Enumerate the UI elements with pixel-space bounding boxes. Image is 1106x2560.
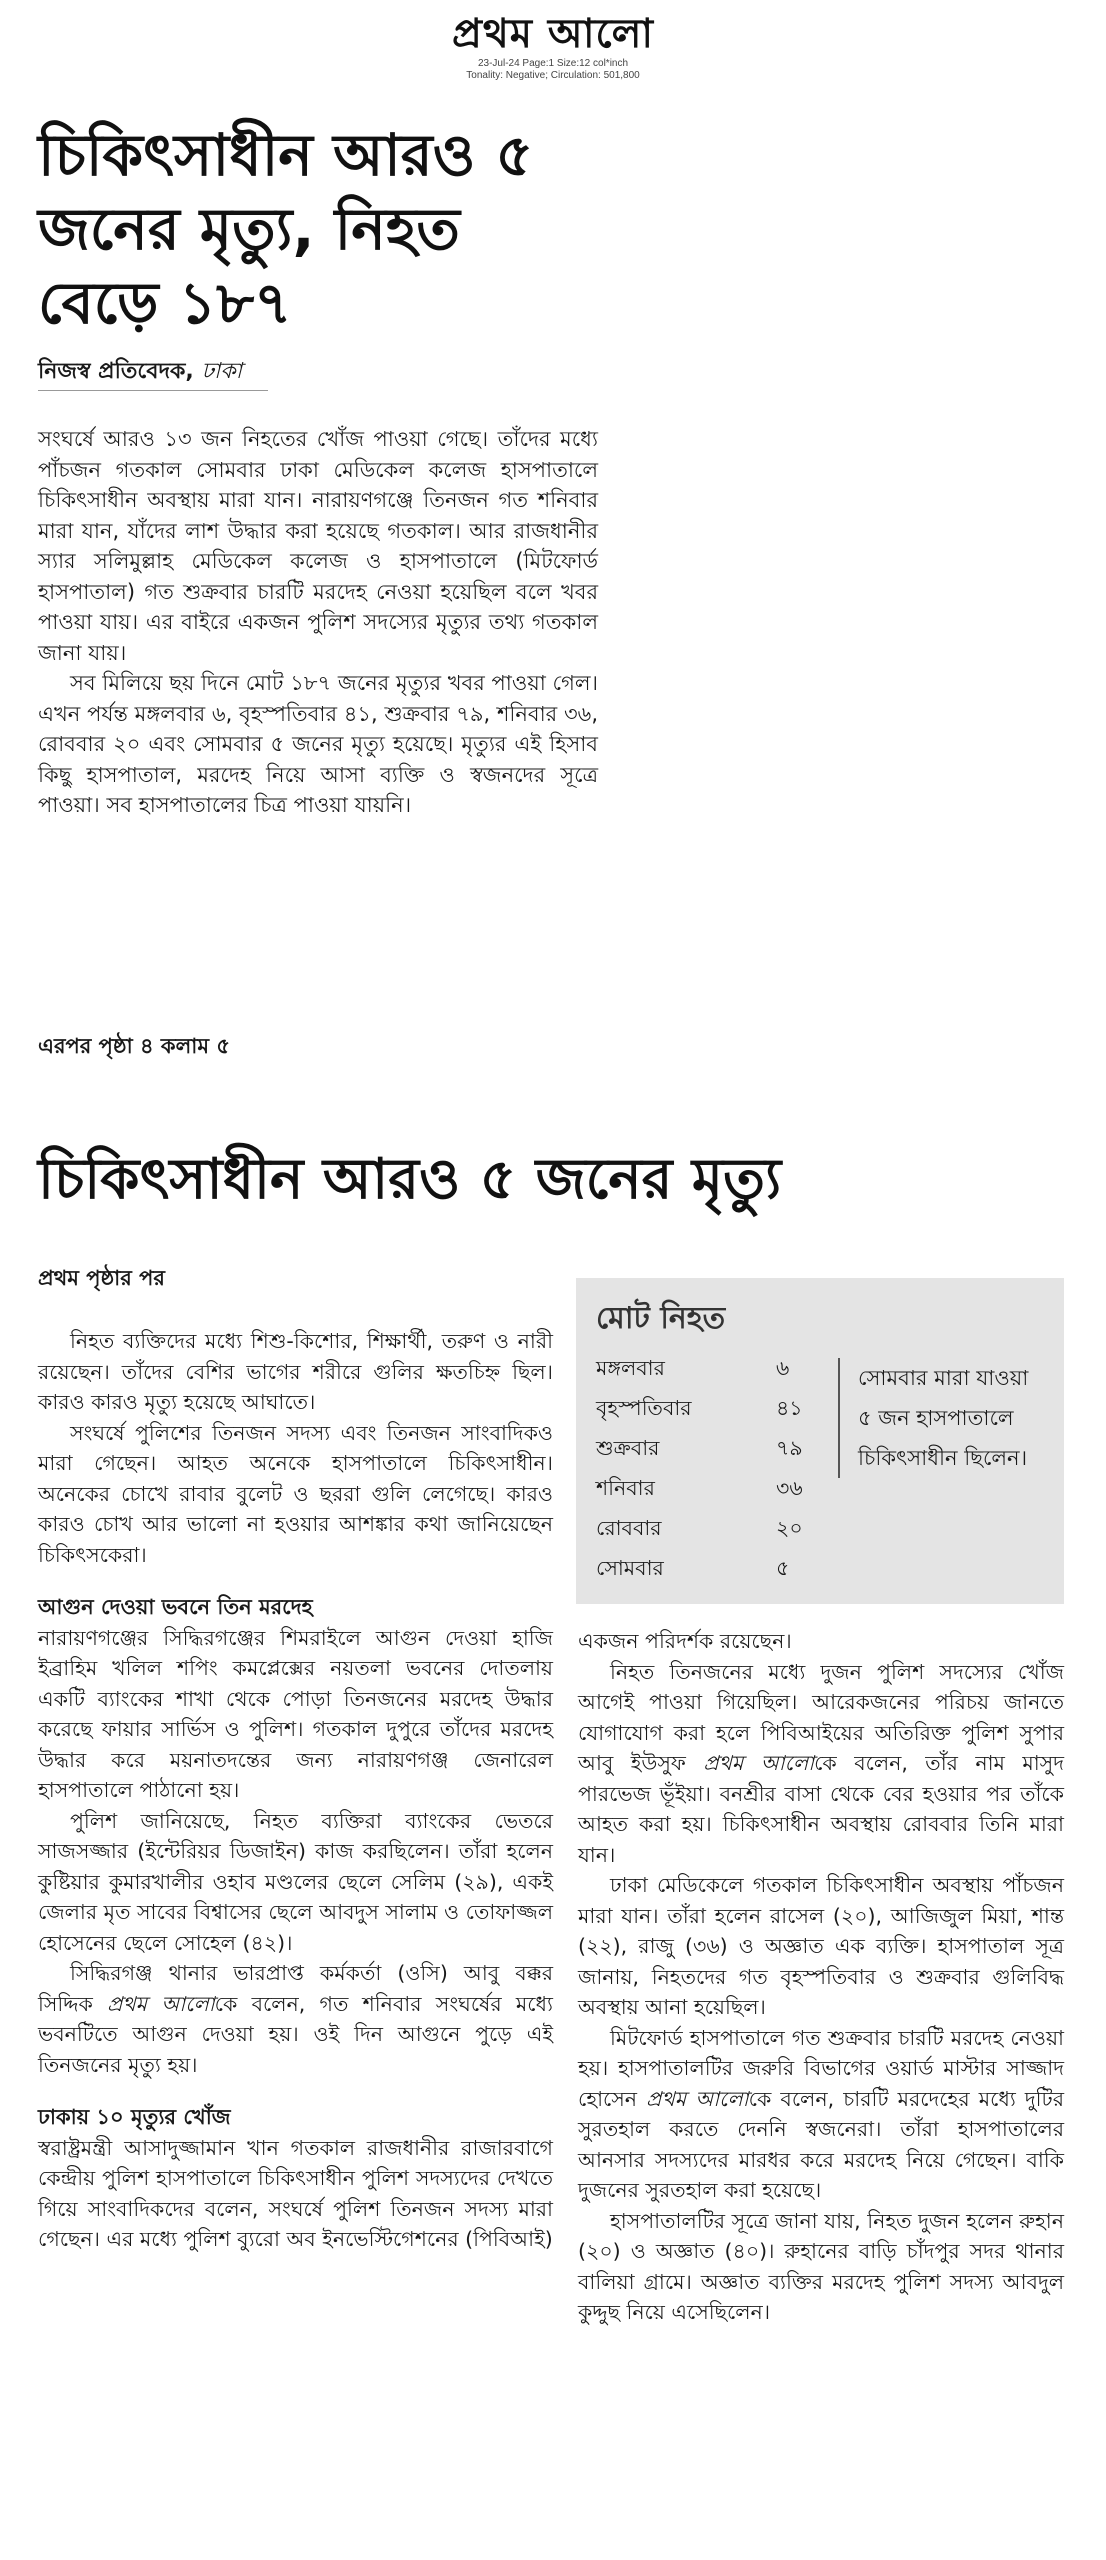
publication-name: প্রথম আলো xyxy=(703,1751,815,1775)
story2-right-column xyxy=(578,1626,1064,2328)
paragraph: স্বরাষ্ট্রমন্ত্রী আসাদুজ্জামান খান গতকাল রাজধানীর রাজারবাগে কেন্দ্রীয় পুলিশ হাসপাতালে চিকিৎসাধীন পুলিশ সদস্যদের দেখতে গিয়ে সাংবাদিকদের বলেন, সংঘর্ষে পুলিশ তিনজন সদস্য মারা গেছেন। এর মধ্যে পুলিশ ব্যুরো অব ইনভেস্টিগেশনের (পিবিআই) xyxy=(38,2135,553,2251)
box-day: বৃহস্পতিবার xyxy=(596,1396,692,1420)
box-count: ৫ xyxy=(776,1556,790,1580)
paragraph xyxy=(38,1958,553,2080)
story2-headline: চিকিৎসাধীন আরও ৫ জনের মৃত্যু xyxy=(38,1147,782,1212)
byline-dateline: ঢাকা xyxy=(201,359,243,384)
paragraph: হাসপাতালটির সূত্রে জানা যায়, নিহত দুজন হলেন রুহান (২০) ও অজ্ঞাত (৪০)। রুহানের বাড়ি চাঁদপুর সদর থানার বালিয়া গ্রামে। অজ্ঞাত ব্যক্তির মরদেহ পুলিশ সদস্য আবদুল কুদ্দুছ নিয়ে এসেছিলেন। xyxy=(578,2208,1064,2324)
clip-meta-line1: 23-Jul-24 Page:1 Size:12 col*inch xyxy=(477,58,629,69)
story1-body xyxy=(38,424,598,821)
box-day: শুক্রবার xyxy=(596,1436,660,1460)
box-row xyxy=(596,1348,836,1388)
text-run: সিদ্ধিরগঞ্জ থানার ভারপ্রাপ্ত কর্মকর্তা (ওসি) আবু বক্কর সিদ্দিক xyxy=(38,1961,553,2016)
publication-name: প্রথম আলো xyxy=(646,2086,749,2111)
story2-left-column xyxy=(38,1326,553,2255)
box-day: সোমবার xyxy=(596,1556,664,1580)
story1-paragraph: সংঘর্ষে আরও ১৩ জন নিহতের খোঁজ পাওয়া গেছে। তাঁদের মধ্যে পাঁচজন গতকাল সোমবার ঢাকা মেডিকেল কলেজ হাসপাতালে চিকিৎসাধীন অবস্থায় মারা যান। নারায়ণগঞ্জে তিনজন গত শনিবার মারা যান, যাঁদের লাশ উদ্ধার করা হয়েছে গতকাল। আর রাজধানীর স্যার সলিমুল্লাহ মেডিকেল কলেজ ও হাসপাতালে (মিটফোর্ড হাসপাতাল) গত শুক্রবার চারটি মরদেহ নেওয়া হয়েছিল বলে খবর পাওয়া যায়। এর বাইরে একজন পুলিশ সদস্যের মৃত্যুর তথ্য গতকাল জানা যায়। xyxy=(38,427,598,665)
paragraph: সংঘর্ষে পুলিশের তিনজন সদস্য এবং তিনজন সাংবাদিকও মারা গেছেন। আহত অনেকে হাসপাতালে চিকিৎসাধীন। অনেকের চোখে রাবার বুলেট ও ছররা গুলি লেগেছে। কারও কারও চোখ আর ভালো না হওয়ার আশঙ্কার কথা জানিয়েছেন চিকিৎসকেরা। xyxy=(38,1420,553,1567)
subheading: ঢাকায় ১০ মৃত্যুর খোঁজ xyxy=(38,2105,231,2129)
text-run: মিটফোর্ড হাসপাতালে গত শুক্রবার চারটি মরদেহ নেওয়া হয়। হাসপাতালটির জরুরি বিভাগের ওয়ার্ড মাস্টার সাজ্জাদ হোসেন xyxy=(578,2025,1064,2111)
box-day: শনিবার xyxy=(596,1476,655,1500)
box-row xyxy=(596,1468,836,1508)
box-count: ৩৬ xyxy=(776,1476,803,1500)
paragraph: পুলিশ জানিয়েছে, নিহত ব্যক্তিরা ব্যাংকের ভেতরে সাজসজ্জার (ইন্টেরিয়র ডিজাইন) কাজ করছিলেন। তাঁরা হলেন কুষ্টিয়ার কুমারখালীর ওহাব মণ্ডলের ছেলে সেলিম (২৯), একই জেলার মৃত সাবের বিশ্বাসের ছেলে আবদুস সালাম ও তোফাজ্জল হোসেনের ছেলে সোহেল (৪২)। xyxy=(38,1808,553,1955)
box-note: সোমবার মারা যাওয়া ৫ জন হাসপাতালে চিকিৎসাধীন ছিলেন। xyxy=(838,1358,1038,1478)
publication-name: প্রথম আলো xyxy=(107,1991,215,2016)
box-day: মঙ্গলবার xyxy=(596,1356,665,1380)
box-count: ২০ xyxy=(776,1516,803,1540)
byline-divider xyxy=(38,390,268,391)
clip-meta-line2: Tonality: Negative; Circulation: 501,800 xyxy=(466,70,640,81)
paragraph xyxy=(578,1657,1064,1871)
from-page-label: প্রথম পৃষ্ঠার পর xyxy=(38,1266,165,1290)
box-row xyxy=(596,1548,836,1588)
paragraph: নারায়ণগঞ্জের সিদ্ধিরগঞ্জের শিমরাইলে আগুন দেওয়া হাজি ইব্রাহিম খলিল শপিং কমপ্লেক্সের নয়তলা ভবনের দোতলায় একটি ব্যাংকের শাখা থেকে পোড়া তিনজনের মরদেহ উদ্ধার করেছে ফায়ার সার্ভিস ও পুলিশ। গতকাল দুপুরে তাঁদের মরদেহ উদ্ধার করে ময়নাতদন্তের জন্য নারায়ণগঞ্জ জেনারেল হাসপাতালে পাঠানো হয়। xyxy=(38,1625,553,1802)
text-run: কে বলেন, তাঁর নাম মাসুদ পারভেজ ভূঁইয়া। বনশ্রীর বাসা থেকে বের হওয়ার পর তাঁকে আহত করা হয়। চিকিৎসাধীন অবস্থায় রোববার তিনি মারা যান। xyxy=(578,1751,1064,1867)
text-run: কে বলেন, চারটি মরদেহের মধ্যে দুটির সুরতহাল করতে দেননি স্বজনেরা। তাঁরা হাসপাতালের আনসার সদস্যদের মারধর করে মরদেহ নিয়ে গেছেন। বাকি দুজনের সুরতহাল করা হয়েছে। xyxy=(578,2086,1064,2202)
box-table xyxy=(596,1348,836,1588)
subheading: আগুন দেওয়া ভবনে তিন মরদেহ xyxy=(38,1595,313,1619)
byline-reporter: নিজস্ব প্রতিবেদক, xyxy=(38,359,194,384)
text-run: নিহত তিনজনের মধ্যে দুজন পুলিশ সদস্যের খোঁজ আগেই পাওয়া গিয়েছিল। আরেকজনের পরিচয় জানতে যোগাযোগ করা হলে পিবিআইয়ের অতিরিক্ত পুলিশ সুপার আবু ইউসুফ xyxy=(578,1659,1064,1775)
paragraph: নিহত ব্যক্তিদের মধ্যে শিশু-কিশোর, শিক্ষার্থী, তরুণ ও নারী রয়েছেন। তাঁদের বেশির ভাগের শরীরে গুলির ক্ষতচিহ্ন ছিল। কারও কারও মৃত্যু হয়েছে আঘাতে। xyxy=(38,1329,553,1414)
masthead xyxy=(0,10,1106,82)
box-count: ৭৯ xyxy=(776,1436,803,1460)
paragraph: ঢাকা মেডিকেলে গতকাল চিকিৎসাধীন অবস্থায় পাঁচজন মারা যান। তাঁরা হলেন রাসেল (২০), আজিজুল মিয়া, শান্ত (২২), রাজু (৩৬) ও অজ্ঞাত এক ব্যক্তি। হাসপাতাল সূত্র জানায়, নিহতদের গত বৃহস্পতিবার ও শুক্রবার গুলিবিদ্ধ অবস্থায় আনা হয়েছিল। xyxy=(578,1873,1064,2019)
story1-paragraph: সব মিলিয়ে ছয় দিনে মোট ১৮৭ জনের মৃত্যুর খবর পাওয়া গেল। এখন পর্যন্ত মঙ্গলবার ৬, বৃহস্পতিবার ৪১, শুক্রবার ৭৯, শনিবার ৩৬, রোববার ২০ এবং সোমবার ৫ জনের মৃত্যু হয়েছে। মৃত্যুর এই হিসাব কিছু হাসপাতাল, মরদেহ নিয়ে আসা ব্যক্তি ও স্বজনদের সূত্রে পাওয়া। সব হাসপাতালের চিত্র পাওয়া যায়নি। xyxy=(38,671,598,817)
story1-headline: চিকিৎসাধীন আরও ৫ জনের মৃত্যু, নিহত বেড়ে ১৮৭ xyxy=(38,121,534,337)
box-row xyxy=(596,1508,836,1548)
text-run: কে বলেন, গত শনিবার সংঘর্ষের মধ্যে ভবনটিতে আগুন দেওয়া হয়। ওই দিন আগুনে পুড়ে এই তিনজনের মৃত্যু হয়। xyxy=(38,1991,553,2077)
death-toll-box xyxy=(576,1278,1064,1604)
byline xyxy=(38,354,242,391)
box-row xyxy=(596,1388,836,1428)
box-count: ৪১ xyxy=(776,1396,803,1420)
jump-line: এরপর পৃষ্ঠা ৪ কলাম ৫ xyxy=(38,1034,230,1058)
box-title: মোট নিহত xyxy=(596,1301,726,1336)
box-count: ৬ xyxy=(776,1356,790,1380)
paragraph xyxy=(578,2023,1064,2206)
paragraph: একজন পরিদর্শক রয়েছেন। xyxy=(578,1629,792,1653)
logo-text: প্রথম আলো xyxy=(451,11,655,57)
newspaper-logo xyxy=(452,10,654,58)
box-row xyxy=(596,1428,836,1468)
box-day: রোববার xyxy=(596,1516,662,1540)
